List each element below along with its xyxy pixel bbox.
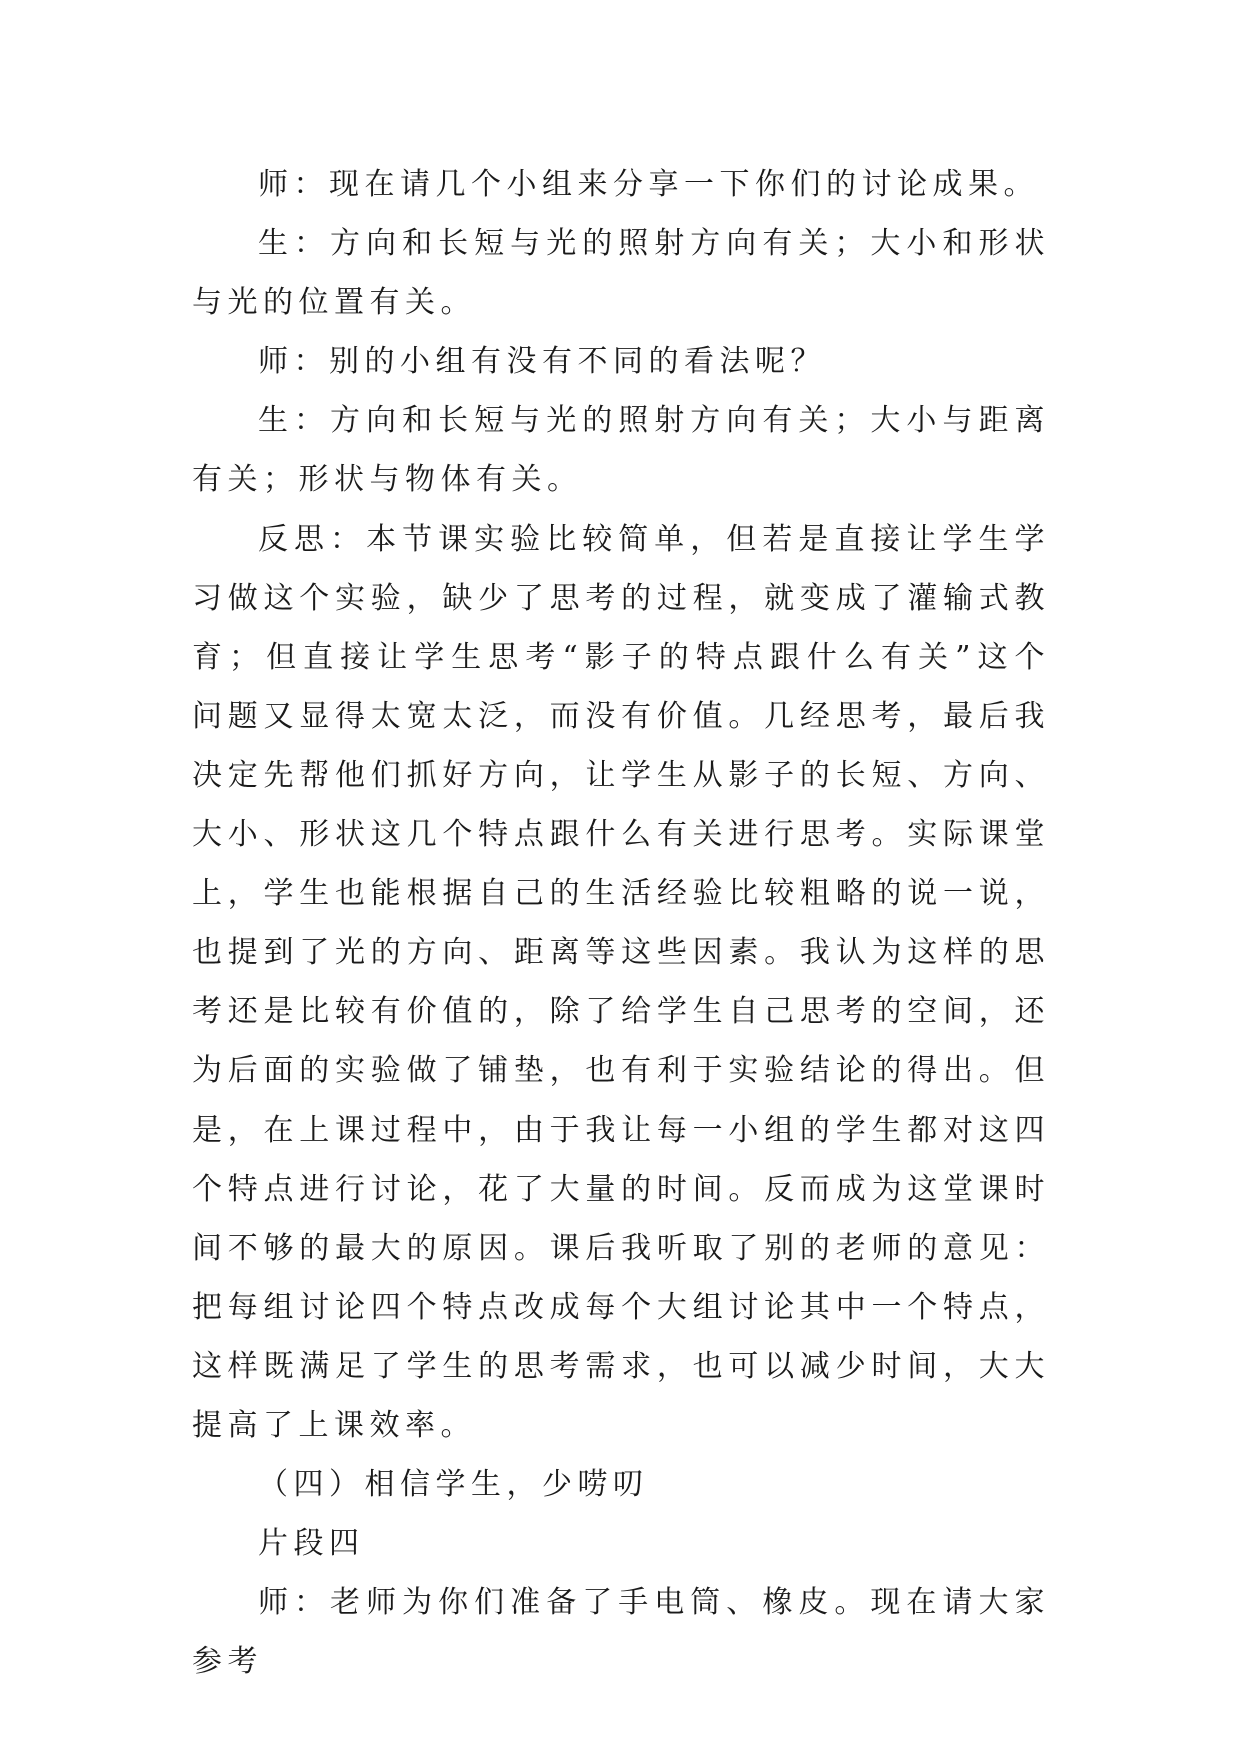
section-heading: （四）相信学生，少唠叨 [258,1467,649,1503]
dialogue-student-answer-1: 生：方向和长短与光的照射方向有关；大小和形状与光的位置有关。 [192,226,1050,321]
dialogue-teacher-materials: 师：老师为你们准备了手电筒、橡皮。现在请大家参考 [192,1585,1050,1680]
segment-title: 片段四 [258,1526,365,1562]
body-text [192,155,1050,1691]
dialogue-student-answer-2: 生：方向和长短与光的照射方向有关；大小与距离有关；形状与物体有关。 [192,403,1050,498]
reflection-paragraph: 反思：本节课实验比较简单，但若是直接让学生学习做这个实验，缺少了思考的过程，就变成了灌输式教育；但直接让学生思考“影子的特点跟什么有关”这个问题又显得太宽太泛，而没有价值。几经思考，最后我决定先帮他们抓好方向，让学生从影子的长短、方向、大小、形状这几个特点跟什么有关进行思考。实际课堂上，学生也能根据自己的生活经验比较粗略的说一说，也提到了光的方向、距离等这些因素。我认为这样的思考还是比较有价值的，除了给学生自己思考的空间，还为后面的实验做了铺垫，也有利于实验结论的得出。但是，在上课过程中，由于我让每一小组的学生都对这四个特点进行讨论，花了大量的时间。反而成为这堂课时间不够的最大的原因。课后我听取了别的老师的意见：把每组讨论四个特点改成每个大组讨论其中一个特点，这样既满足了学生的思考需求，也可以减少时间，大大提高了上课效率。 [192,521,1050,1443]
dialogue-teacher-question: 师：别的小组有没有不同的看法呢？ [258,344,826,380]
dialogue-teacher-share: 师：现在请几个小组来分享一下你们的讨论成果。 [258,167,1039,202]
